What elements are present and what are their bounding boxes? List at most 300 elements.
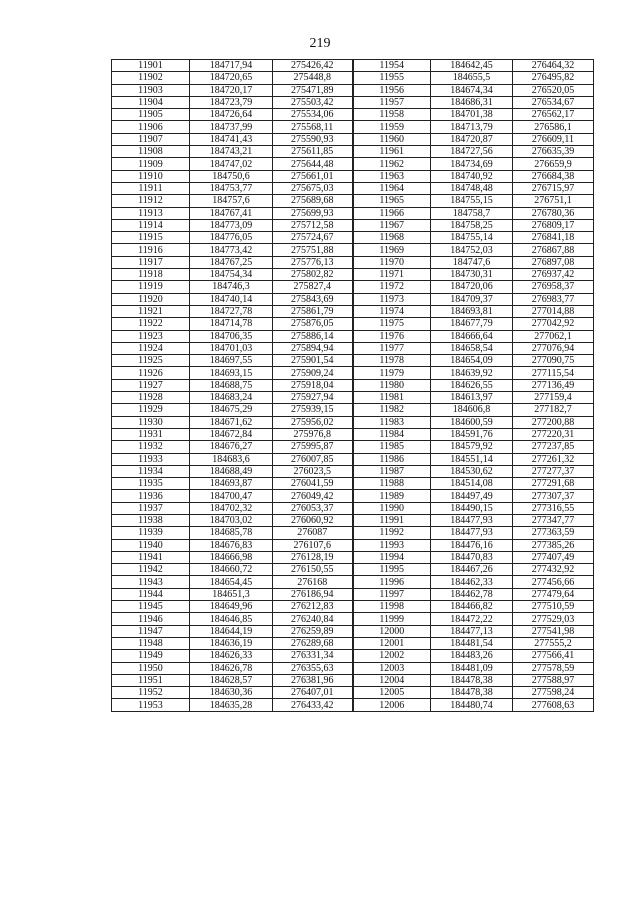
table-row — [112, 650, 594, 662]
x-coordinate-right: 184613,97 — [431, 392, 513, 404]
x-coordinate-right: 184478,38 — [431, 687, 513, 699]
table-row — [112, 269, 594, 281]
y-coordinate-right: 277115,54 — [513, 367, 594, 379]
point-number-left: 11950 — [112, 662, 190, 674]
y-coordinate-right: 277042,92 — [513, 318, 594, 330]
point-number-right: 11997 — [353, 588, 431, 600]
point-number-right: 11985 — [353, 441, 431, 453]
point-number-left: 11920 — [112, 293, 190, 305]
point-number-left: 11943 — [112, 576, 190, 588]
x-coordinate-right: 184701,38 — [431, 109, 513, 121]
y-coordinate-left: 275724,67 — [273, 232, 353, 244]
point-number-right: 11957 — [353, 96, 431, 108]
x-coordinate-left: 184773,09 — [190, 219, 273, 231]
x-coordinate-left: 184740,14 — [190, 293, 273, 305]
point-number-right: 11976 — [353, 330, 431, 342]
point-number-left: 11901 — [112, 60, 190, 72]
y-coordinate-right: 277291,68 — [513, 478, 594, 490]
x-coordinate-right: 184730,31 — [431, 269, 513, 281]
y-coordinate-left: 275471,89 — [273, 84, 353, 96]
table-row — [112, 465, 594, 477]
point-number-left: 11951 — [112, 674, 190, 686]
point-number-right: 11974 — [353, 305, 431, 317]
table-row — [112, 588, 594, 600]
point-number-left: 11930 — [112, 416, 190, 428]
x-coordinate-left: 184675,29 — [190, 404, 273, 416]
point-number-left: 11942 — [112, 564, 190, 576]
y-coordinate-left: 276053,37 — [273, 502, 353, 514]
point-number-left: 11948 — [112, 637, 190, 649]
coordinates-table — [111, 59, 594, 712]
y-coordinate-right: 277608,63 — [513, 699, 594, 711]
point-number-left: 11936 — [112, 490, 190, 502]
x-coordinate-right: 184467,26 — [431, 564, 513, 576]
table-row — [112, 146, 594, 158]
y-coordinate-left: 275426,42 — [273, 60, 353, 72]
point-number-right: 11994 — [353, 551, 431, 563]
y-coordinate-right: 276534,67 — [513, 96, 594, 108]
y-coordinate-left: 276041,59 — [273, 478, 353, 490]
y-coordinate-right: 277307,37 — [513, 490, 594, 502]
x-coordinate-right: 184655,5 — [431, 72, 513, 84]
point-number-left: 11916 — [112, 244, 190, 256]
y-coordinate-left: 275843,69 — [273, 293, 353, 305]
x-coordinate-left: 184776,05 — [190, 232, 273, 244]
table-row — [112, 662, 594, 674]
y-coordinate-left: 275590,93 — [273, 133, 353, 145]
point-number-right: 11956 — [353, 84, 431, 96]
y-coordinate-right: 277200,88 — [513, 416, 594, 428]
point-number-left: 11910 — [112, 170, 190, 182]
y-coordinate-right: 277510,59 — [513, 601, 594, 613]
y-coordinate-right: 276780,36 — [513, 207, 594, 219]
table-row — [112, 121, 594, 133]
y-coordinate-right: 277385,26 — [513, 539, 594, 551]
table-row — [112, 96, 594, 108]
y-coordinate-left: 276212,83 — [273, 601, 353, 613]
y-coordinate-right: 276464,32 — [513, 60, 594, 72]
point-number-right: 11969 — [353, 244, 431, 256]
y-coordinate-left: 275909,24 — [273, 367, 353, 379]
y-coordinate-left: 275661,01 — [273, 170, 353, 182]
table-row — [112, 170, 594, 182]
x-coordinate-left: 184666,98 — [190, 551, 273, 563]
y-coordinate-right: 277261,32 — [513, 453, 594, 465]
x-coordinate-left: 184646,85 — [190, 613, 273, 625]
y-coordinate-left: 276087 — [273, 527, 353, 539]
y-coordinate-left: 276433,42 — [273, 699, 353, 711]
table-row — [112, 687, 594, 699]
point-number-right: 11963 — [353, 170, 431, 182]
point-number-right: 11977 — [353, 342, 431, 354]
point-number-right: 11993 — [353, 539, 431, 551]
y-coordinate-right: 276659,9 — [513, 158, 594, 170]
y-coordinate-right: 277529,03 — [513, 613, 594, 625]
x-coordinate-right: 184470,83 — [431, 551, 513, 563]
y-coordinate-right: 277347,77 — [513, 514, 594, 526]
x-coordinate-right: 184478,38 — [431, 674, 513, 686]
point-number-left: 11935 — [112, 478, 190, 490]
x-coordinate-right: 184639,92 — [431, 367, 513, 379]
table-row — [112, 158, 594, 170]
point-number-right: 12000 — [353, 625, 431, 637]
x-coordinate-right: 184642,45 — [431, 60, 513, 72]
y-coordinate-right: 277220,31 — [513, 428, 594, 440]
x-coordinate-left: 184660,72 — [190, 564, 273, 576]
x-coordinate-right: 184477,93 — [431, 514, 513, 526]
point-number-left: 11949 — [112, 650, 190, 662]
x-coordinate-right: 184466,82 — [431, 601, 513, 613]
point-number-right: 11966 — [353, 207, 431, 219]
point-number-left: 11904 — [112, 96, 190, 108]
point-number-right: 11990 — [353, 502, 431, 514]
y-coordinate-right: 277277,37 — [513, 465, 594, 477]
y-coordinate-right: 276937,42 — [513, 269, 594, 281]
x-coordinate-right: 184477,13 — [431, 625, 513, 637]
table-row — [112, 564, 594, 576]
y-coordinate-right: 277090,75 — [513, 355, 594, 367]
table-row — [112, 453, 594, 465]
point-number-right: 11978 — [353, 355, 431, 367]
y-coordinate-left: 275568,11 — [273, 121, 353, 133]
y-coordinate-left: 276331,34 — [273, 650, 353, 662]
table-row — [112, 109, 594, 121]
point-number-right: 11992 — [353, 527, 431, 539]
table-row — [112, 367, 594, 379]
point-number-left: 11934 — [112, 465, 190, 477]
point-number-right: 12004 — [353, 674, 431, 686]
point-number-left: 11911 — [112, 182, 190, 194]
table-row — [112, 441, 594, 453]
y-coordinate-left: 275976,8 — [273, 428, 353, 440]
x-coordinate-left: 184720,17 — [190, 84, 273, 96]
x-coordinate-left: 184644,19 — [190, 625, 273, 637]
point-number-right: 11958 — [353, 109, 431, 121]
x-coordinate-left: 184754,34 — [190, 269, 273, 281]
y-coordinate-right: 277316,55 — [513, 502, 594, 514]
y-coordinate-left: 276168 — [273, 576, 353, 588]
y-coordinate-right: 276897,08 — [513, 256, 594, 268]
x-coordinate-right: 184483,26 — [431, 650, 513, 662]
point-number-right: 11967 — [353, 219, 431, 231]
point-number-right: 11980 — [353, 379, 431, 391]
table-row — [112, 72, 594, 84]
y-coordinate-left: 275448,8 — [273, 72, 353, 84]
point-number-right: 11973 — [353, 293, 431, 305]
x-coordinate-right: 184591,76 — [431, 428, 513, 440]
table-row — [112, 637, 594, 649]
x-coordinate-left: 184693,15 — [190, 367, 273, 379]
y-coordinate-right: 277014,88 — [513, 305, 594, 317]
point-number-right: 11961 — [353, 146, 431, 158]
x-coordinate-right: 184666,64 — [431, 330, 513, 342]
table-row — [112, 318, 594, 330]
table-row — [112, 219, 594, 231]
point-number-left: 11933 — [112, 453, 190, 465]
point-number-left: 11945 — [112, 601, 190, 613]
point-number-right: 11968 — [353, 232, 431, 244]
x-coordinate-right: 184579,92 — [431, 441, 513, 453]
point-number-left: 11913 — [112, 207, 190, 219]
x-coordinate-left: 184757,6 — [190, 195, 273, 207]
point-number-right: 11981 — [353, 392, 431, 404]
y-coordinate-left: 275876,05 — [273, 318, 353, 330]
x-coordinate-right: 184755,14 — [431, 232, 513, 244]
point-number-left: 11926 — [112, 367, 190, 379]
x-coordinate-right: 184476,16 — [431, 539, 513, 551]
x-coordinate-right: 184551,14 — [431, 453, 513, 465]
x-coordinate-right: 184727,56 — [431, 146, 513, 158]
y-coordinate-left: 276107,6 — [273, 539, 353, 551]
y-coordinate-left: 276407,01 — [273, 687, 353, 699]
point-number-right: 11999 — [353, 613, 431, 625]
x-coordinate-right: 184480,74 — [431, 699, 513, 711]
y-coordinate-right: 276520,05 — [513, 84, 594, 96]
point-number-right: 12001 — [353, 637, 431, 649]
point-number-left: 11919 — [112, 281, 190, 293]
point-number-right: 11959 — [353, 121, 431, 133]
x-coordinate-left: 184626,78 — [190, 662, 273, 674]
table-row — [112, 182, 594, 194]
point-number-right: 12006 — [353, 699, 431, 711]
point-number-right: 11975 — [353, 318, 431, 330]
table-row — [112, 478, 594, 490]
y-coordinate-left: 275644,48 — [273, 158, 353, 170]
x-coordinate-left: 184743,21 — [190, 146, 273, 158]
x-coordinate-left: 184635,28 — [190, 699, 273, 711]
point-number-left: 11928 — [112, 392, 190, 404]
point-number-right: 11983 — [353, 416, 431, 428]
point-number-left: 11937 — [112, 502, 190, 514]
point-number-left: 11924 — [112, 342, 190, 354]
y-coordinate-right: 276715,97 — [513, 182, 594, 194]
y-coordinate-left: 275827,4 — [273, 281, 353, 293]
point-number-right: 12002 — [353, 650, 431, 662]
y-coordinate-left: 275675,03 — [273, 182, 353, 194]
point-number-right: 11995 — [353, 564, 431, 576]
y-coordinate-left: 276150,55 — [273, 564, 353, 576]
x-coordinate-left: 184767,41 — [190, 207, 273, 219]
point-number-right: 11962 — [353, 158, 431, 170]
x-coordinate-left: 184649,96 — [190, 601, 273, 613]
point-number-right: 11987 — [353, 465, 431, 477]
x-coordinate-left: 184773,42 — [190, 244, 273, 256]
x-coordinate-right: 184674,34 — [431, 84, 513, 96]
y-coordinate-right: 276867,88 — [513, 244, 594, 256]
x-coordinate-left: 184671,62 — [190, 416, 273, 428]
y-coordinate-left: 275802,82 — [273, 269, 353, 281]
y-coordinate-right: 277432,92 — [513, 564, 594, 576]
point-number-left: 11927 — [112, 379, 190, 391]
y-coordinate-left: 276007,85 — [273, 453, 353, 465]
point-number-right: 11965 — [353, 195, 431, 207]
table-row — [112, 60, 594, 72]
table-row — [112, 601, 594, 613]
x-coordinate-left: 184703,02 — [190, 514, 273, 526]
table-row — [112, 379, 594, 391]
y-coordinate-left: 276289,68 — [273, 637, 353, 649]
y-coordinate-left: 275927,94 — [273, 392, 353, 404]
y-coordinate-left: 276355,63 — [273, 662, 353, 674]
y-coordinate-right: 276562,17 — [513, 109, 594, 121]
table-row — [112, 551, 594, 563]
table-row — [112, 84, 594, 96]
x-coordinate-left: 184630,36 — [190, 687, 273, 699]
y-coordinate-right: 277182,7 — [513, 404, 594, 416]
y-coordinate-left: 276060,92 — [273, 514, 353, 526]
y-coordinate-right: 277237,85 — [513, 441, 594, 453]
table-row — [112, 490, 594, 502]
point-number-right: 11964 — [353, 182, 431, 194]
x-coordinate-left: 184741,43 — [190, 133, 273, 145]
point-number-left: 11912 — [112, 195, 190, 207]
point-number-left: 11925 — [112, 355, 190, 367]
x-coordinate-right: 184734,69 — [431, 158, 513, 170]
table-row — [112, 613, 594, 625]
point-number-left: 11939 — [112, 527, 190, 539]
point-number-left: 11921 — [112, 305, 190, 317]
point-number-left: 11923 — [112, 330, 190, 342]
y-coordinate-left: 275939,15 — [273, 404, 353, 416]
point-number-left: 11940 — [112, 539, 190, 551]
point-number-right: 11991 — [353, 514, 431, 526]
table-row — [112, 133, 594, 145]
x-coordinate-left: 184636,19 — [190, 637, 273, 649]
y-coordinate-left: 276023,5 — [273, 465, 353, 477]
table-row — [112, 293, 594, 305]
y-coordinate-right: 276983,77 — [513, 293, 594, 305]
y-coordinate-left: 275918,04 — [273, 379, 353, 391]
point-number-left: 11902 — [112, 72, 190, 84]
table-row — [112, 330, 594, 342]
x-coordinate-left: 184714,78 — [190, 318, 273, 330]
point-number-left: 11944 — [112, 588, 190, 600]
y-coordinate-right: 277588,97 — [513, 674, 594, 686]
x-coordinate-right: 184626,55 — [431, 379, 513, 391]
table-row — [112, 195, 594, 207]
y-coordinate-right: 277578,59 — [513, 662, 594, 674]
x-coordinate-left: 184706,35 — [190, 330, 273, 342]
point-number-right: 11979 — [353, 367, 431, 379]
y-coordinate-right: 277598,24 — [513, 687, 594, 699]
table-row — [112, 342, 594, 354]
point-number-left: 11907 — [112, 133, 190, 145]
x-coordinate-right: 184758,7 — [431, 207, 513, 219]
x-coordinate-left: 184676,83 — [190, 539, 273, 551]
x-coordinate-right: 184740,92 — [431, 170, 513, 182]
y-coordinate-left: 276240,84 — [273, 613, 353, 625]
x-coordinate-left: 184726,64 — [190, 109, 273, 121]
y-coordinate-left: 276381,96 — [273, 674, 353, 686]
y-coordinate-left: 275611,85 — [273, 146, 353, 158]
point-number-left: 11922 — [112, 318, 190, 330]
point-number-left: 11908 — [112, 146, 190, 158]
table-row — [112, 674, 594, 686]
x-coordinate-right: 184472,22 — [431, 613, 513, 625]
y-coordinate-left: 275776,13 — [273, 256, 353, 268]
table-row — [112, 527, 594, 539]
y-coordinate-left: 275901,54 — [273, 355, 353, 367]
table-row — [112, 207, 594, 219]
table-row — [112, 428, 594, 440]
point-number-left: 11905 — [112, 109, 190, 121]
point-number-left: 11909 — [112, 158, 190, 170]
y-coordinate-right: 276684,38 — [513, 170, 594, 182]
table-row — [112, 305, 594, 317]
table-row — [112, 232, 594, 244]
table-row — [112, 625, 594, 637]
table-body — [112, 60, 594, 712]
point-number-right: 11971 — [353, 269, 431, 281]
x-coordinate-left: 184720,65 — [190, 72, 273, 84]
point-number-right: 11986 — [353, 453, 431, 465]
x-coordinate-left: 184654,45 — [190, 576, 273, 588]
y-coordinate-left: 275861,79 — [273, 305, 353, 317]
table-row — [112, 244, 594, 256]
y-coordinate-left: 275534,06 — [273, 109, 353, 121]
table-row — [112, 355, 594, 367]
y-coordinate-left: 276186,94 — [273, 588, 353, 600]
x-coordinate-left: 184628,57 — [190, 674, 273, 686]
y-coordinate-right: 276609,11 — [513, 133, 594, 145]
x-coordinate-left: 184767,25 — [190, 256, 273, 268]
x-coordinate-right: 184654,09 — [431, 355, 513, 367]
point-number-left: 11932 — [112, 441, 190, 453]
x-coordinate-right: 184720,87 — [431, 133, 513, 145]
y-coordinate-right: 276841,18 — [513, 232, 594, 244]
point-number-right: 11988 — [353, 478, 431, 490]
table-row — [112, 514, 594, 526]
point-number-right: 12003 — [353, 662, 431, 674]
x-coordinate-left: 184676,27 — [190, 441, 273, 453]
point-number-right: 11954 — [353, 60, 431, 72]
x-coordinate-right: 184713,79 — [431, 121, 513, 133]
y-coordinate-left: 275712,58 — [273, 219, 353, 231]
point-number-right: 11955 — [353, 72, 431, 84]
x-coordinate-right: 184748,48 — [431, 182, 513, 194]
x-coordinate-left: 184702,32 — [190, 502, 273, 514]
x-coordinate-right: 184514,08 — [431, 478, 513, 490]
x-coordinate-right: 184490,15 — [431, 502, 513, 514]
y-coordinate-left: 275995,87 — [273, 441, 353, 453]
y-coordinate-right: 277566,41 — [513, 650, 594, 662]
point-number-left: 11917 — [112, 256, 190, 268]
x-coordinate-left: 184651,3 — [190, 588, 273, 600]
y-coordinate-right: 276751,1 — [513, 195, 594, 207]
x-coordinate-right: 184606,8 — [431, 404, 513, 416]
point-number-left: 11947 — [112, 625, 190, 637]
y-coordinate-left: 276259,89 — [273, 625, 353, 637]
point-number-left: 11918 — [112, 269, 190, 281]
x-coordinate-right: 184755,15 — [431, 195, 513, 207]
x-coordinate-left: 184683,6 — [190, 453, 273, 465]
point-number-right: 11970 — [353, 256, 431, 268]
x-coordinate-right: 184481,54 — [431, 637, 513, 649]
point-number-left: 11941 — [112, 551, 190, 563]
x-coordinate-left: 184753,77 — [190, 182, 273, 194]
x-coordinate-right: 184758,25 — [431, 219, 513, 231]
y-coordinate-right: 277541,98 — [513, 625, 594, 637]
table-row — [112, 416, 594, 428]
y-coordinate-left: 275751,88 — [273, 244, 353, 256]
point-number-left: 11946 — [112, 613, 190, 625]
x-coordinate-right: 184481,09 — [431, 662, 513, 674]
point-number-left: 11903 — [112, 84, 190, 96]
point-number-left: 11929 — [112, 404, 190, 416]
x-coordinate-left: 184747,02 — [190, 158, 273, 170]
y-coordinate-left: 275699,93 — [273, 207, 353, 219]
x-coordinate-right: 184530,62 — [431, 465, 513, 477]
